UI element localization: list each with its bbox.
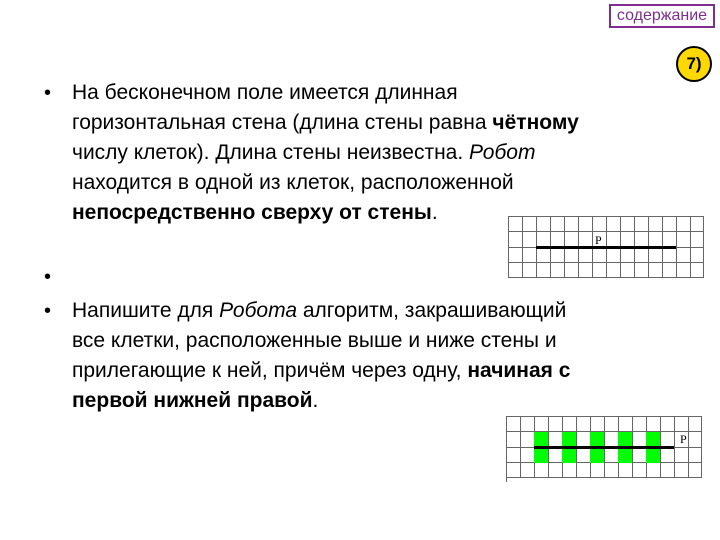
filled-cell-top — [590, 432, 604, 447]
robot-field-result — [506, 416, 702, 487]
filled-cell-bottom — [646, 448, 660, 463]
p1-line1: На бесконечном поле имеется длинная — [72, 81, 458, 104]
filled-cell-bottom — [562, 448, 576, 463]
p2-robot-word: Робота — [219, 299, 298, 322]
filled-cell-bottom — [618, 448, 632, 463]
filled-cell-top — [534, 432, 548, 447]
bullet-3: • — [44, 300, 52, 322]
p1-line2: горизонтальная стена (длина стены равна чётному — [72, 111, 579, 134]
bullet-2: • — [44, 266, 52, 288]
p2-line1: Напишите для Робота алгоритм, закрашивающий — [72, 299, 567, 322]
p2-line4: первой нижней правой. — [72, 389, 319, 412]
filled-cell-top — [562, 432, 576, 447]
bullet-1: • — [44, 82, 52, 104]
p1-robot-word: Робот — [469, 141, 536, 164]
contents-button[interactable]: содержание — [609, 4, 715, 28]
filled-cell-bottom — [590, 448, 604, 463]
p1-line5: непосредственно сверху от стены. — [72, 201, 438, 224]
slide-number-badge: 7) — [676, 46, 712, 82]
p2-line3: прилегающие к ней, причём через одну, начиная с — [72, 359, 571, 382]
p1-line3: числу клеток). Длина стены неизвестна. Робот — [72, 141, 536, 164]
p1-line4: находится в одной из клеток, расположенной — [72, 171, 514, 194]
robot-marker: Р — [680, 432, 687, 446]
filled-cell-top — [646, 432, 660, 447]
p1-even-word: чётному — [492, 111, 579, 134]
filled-cell-top — [618, 432, 632, 447]
robot-field-initial — [508, 216, 704, 283]
filled-cell-bottom — [534, 448, 548, 463]
p2-line2: все клетки, расположенные выше и ниже стены и — [72, 329, 557, 352]
robot-marker: Р — [595, 233, 602, 247]
